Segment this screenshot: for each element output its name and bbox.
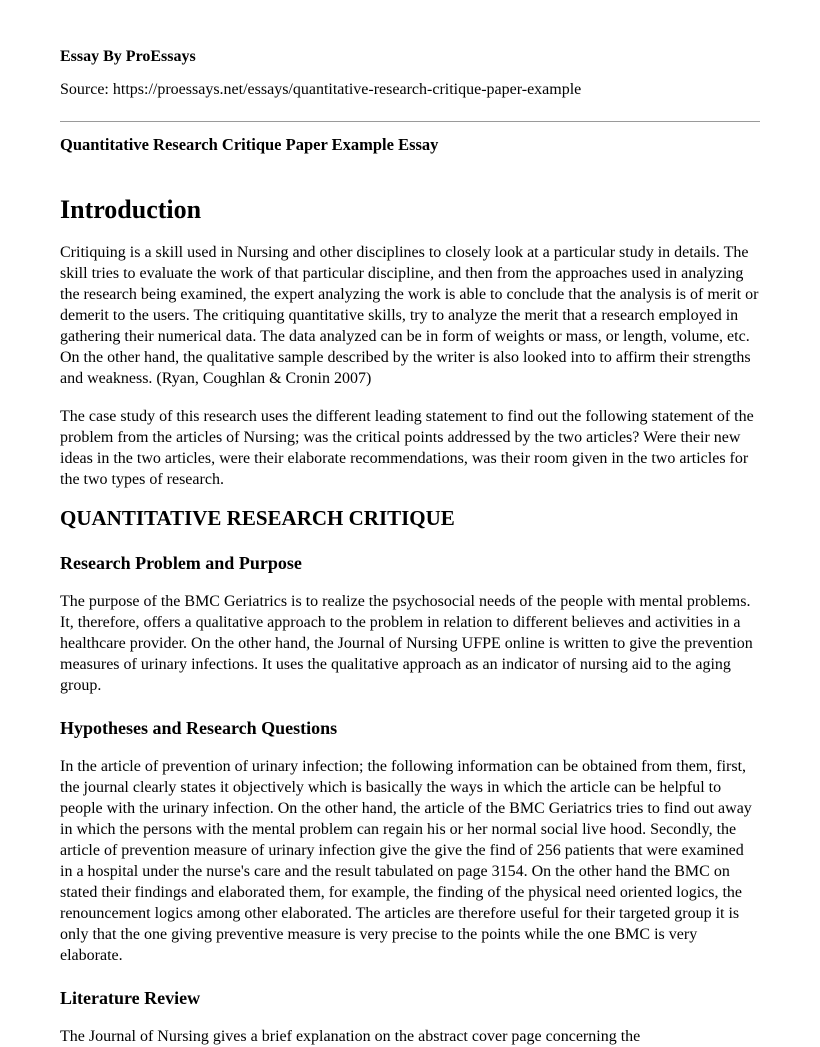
header-divider [60,121,760,122]
source-url: Source: https://proessays.net/essays/quantitative-research-critique-paper-example [60,81,582,98]
intro-paragraph-1: Critiquing is a skill used in Nursing and other disciplines to closely look at a particular study in details. The skill tries to evaluate the work of that particular discipline, and then from the approaches used in analyzing the research being examined, the expert analyzing the work is able to conclude that the analysis is of merit or demerit to the users. The critiquing quantitative skills, try to analyze the merit that a research employed in gathering their numerical data. The data analyzed can be in form of weights or mass, or length, volume, etc. On the other hand, the qualitative sample described by the writer is also looked into to affirm their strengths and weakness. (Ryan, Coughlan & Cronin 2007) [60,244,759,387]
document-title: Quantitative Research Critique Paper Example Essay [60,135,439,154]
research-problem-paragraph: The purpose of the BMC Geriatrics is to realize the psychosocial needs of the people with mental problems. It, therefore, offers a qualitative approach to the problem in relation to different believes and activities in a healthcare provider. On the other hand, the Journal of Nursing UFPE online is written to give the prevention measures of urinary infections. It uses the qualitative approach as an indicator of nursing aid to the aging group. [60,593,753,694]
heading-quantitative-research-critique: QUANTITATIVE RESEARCH CRITIQUE [60,506,455,530]
intro-paragraph-2: The case study of this research uses the different leading statement to find out the following statement of the problem from the articles of Nursing; was the critical points addressed by the two articles? Were their new ideas in the two articles, were their elaborate recommendations, was their room given in the two articles for the two types of research. [60,408,754,488]
heading-introduction: Introduction [60,195,202,224]
essay-byline: Essay By ProEssays [60,48,196,65]
heading-literature-review: Literature Review [60,988,201,1008]
literature-review-paragraph: The Journal of Nursing gives a brief explanation on the abstract cover page concerning the [60,1028,641,1045]
heading-hypotheses-and-research-questions: Hypotheses and Research Questions [60,718,338,738]
heading-research-problem-and-purpose: Research Problem and Purpose [60,553,302,573]
hypotheses-paragraph: In the article of prevention of urinary infection; the following information can be obtained from them, first, the journal clearly states it objectively which is basically the ways in which the article can be helpful to people with the urinary infection. On the other hand, the article of the BMC Geriatrics tries to find out away in which the persons with the mental problem can regain his or her normal social live hood. Secondly, the article of prevention measure of urinary infection give the give the find of 256 patients that were examined in a hospital under the nurse's care and the result tabulated on page 3154. On the other hand the BMC on stated their findings and elaborated them, for example, the finding of the physical need oriented logics, the renouncement logics among other elaborated. The articles are therefore useful for their targeted group it is only that the one giving preventive measure is very precise to the points while the one BMC is very elaborate. [60,758,752,964]
